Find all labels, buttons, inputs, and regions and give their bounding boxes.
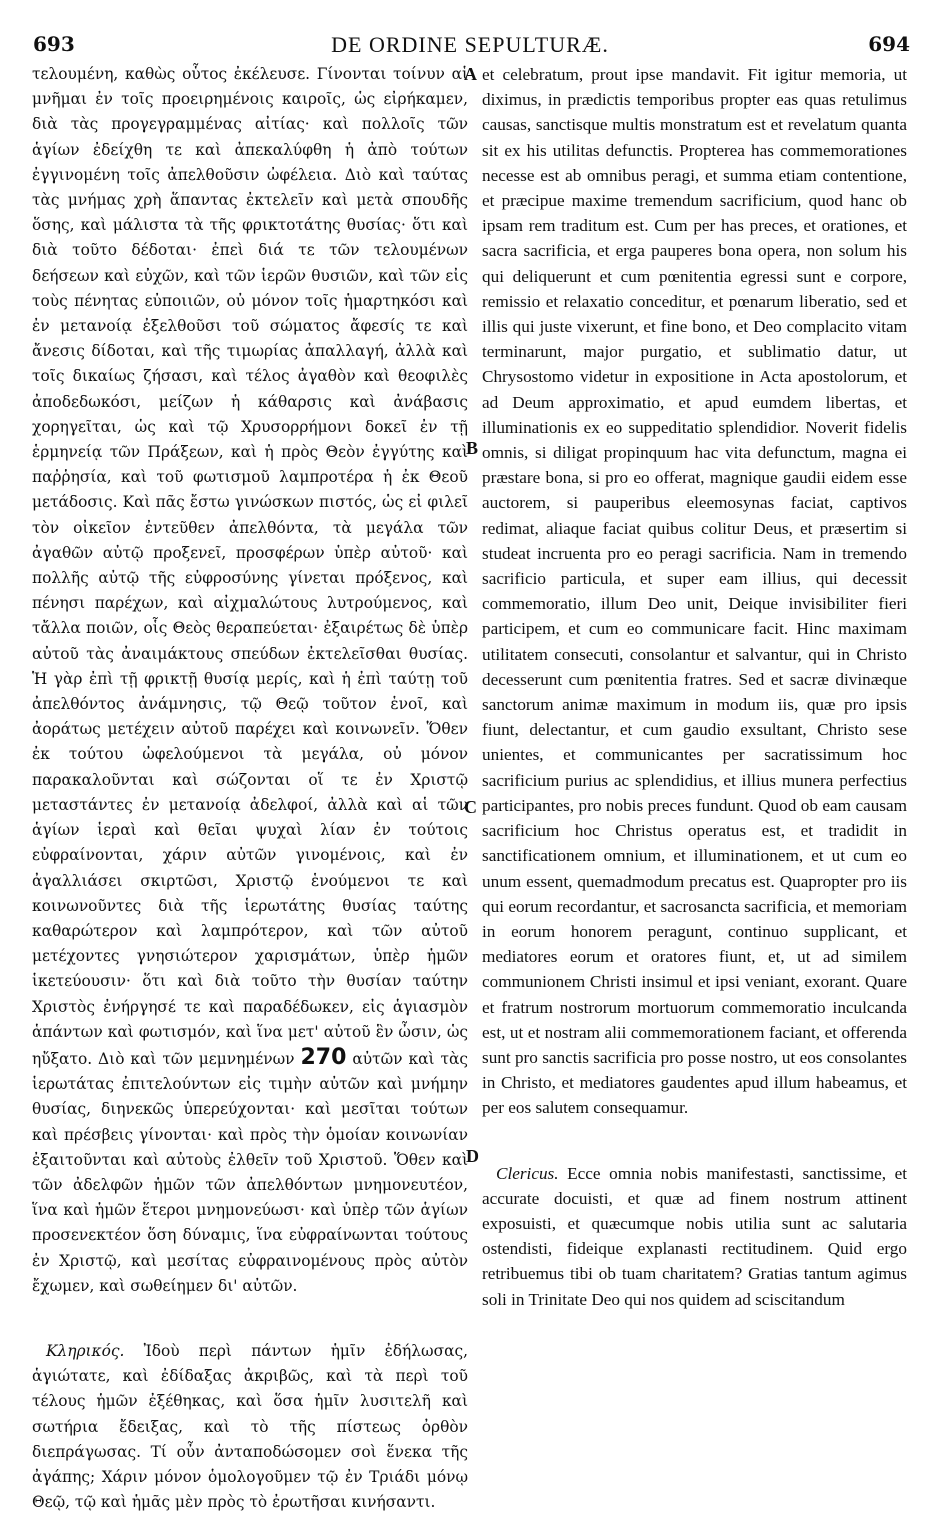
page-number-right: 694 <box>868 32 910 56</box>
latin-paragraph-2 <box>482 1161 907 1312</box>
margin-letter-b: B <box>466 438 479 458</box>
greek-text-b: αὐτῶν καὶ τὰς ἱερωτάτας ἐπιτελούντων εἰς τιμὴν αὐτῶν καὶ μνήμην θυσίας, διηνεκῶς ὑπερεύχονται· καὶ μεσῖται τούτων καὶ πρέσβεις γίνονται· καὶ πρὸς τὴν ὁμοίαν κοινωνίαν ἐξαιτοῦνται καὶ αὐτοὺς ἐλθεῖν τοῦ Χριστοῦ. Ὅθεν καὶ τῶν ἀδελφῶν ἡμῶν τῶν ἀπελθόντων μνημονευτέον, ἵνα καὶ ἡμῶν ἕτεροι μνημονεύωσι· καὶ ὑπὲρ τῶν ἁγίων προσενεκτέον ὅση δύναμις, ἵνα εὐφραίνωνται τούτους ἐν Χριστῷ, καὶ μεσίτας εὐφραινομένους πρὸς αὐτὸν ἔχωμεν, καὶ σωθείημεν δι' αὐτῶν. <box>32 1049 468 1295</box>
greek-column <box>32 62 468 1515</box>
greek-paragraph-1 <box>32 62 468 1299</box>
greek-text-a: τελουμένη, καθὼς οὗτος ἐκέλευσε. Γίνονται τοίνυν αἱ μνῆμαι ἐν τοῖς προειρημένοις καιροῖς, ὡς εἰρήκαμεν, διὰ τὰς προγεγραμμένας αἰτίας· καὶ πολλοῖς τῶν ἁγίων ἐδείχθη τε καὶ ἀπεκαλύφθη ἡ ἀπὸ τούτων ἐγγινομένη τοῖς ἀπελθοῦσιν ὠφέλεια. Διὸ καὶ ταύτας τὰς μνήμας χρὴ ἅπαντας ἐκτελεῖν καὶ μετὰ σπουδῆς ὅσης, καὶ μάλιστα τὰ τῆς φρικτοτάτης θυσίας· ὅτι καὶ διὰ τοῦτο δέδοται· ἐπεὶ διά τε τῶν τελουμένων δεήσεων καὶ εὐχῶν, καὶ τῶν ἱερῶν θυσιῶν, καὶ τῶν εἰς τοὺς πένητας εὐποιιῶν, οὐ μόνον τοῖς ἡμαρτηκόσι καὶ ἐν μετανοίᾳ ἐξελθοῦσι τοῦ σώματος ἄφεσίς τε καὶ ἄνεσις δίδοται, καὶ τῆς τιμωρίας ἀπαλλαγή, ἀλλὰ καὶ τοῖς δικαίως ζήσασι, καὶ τέλος ἀγαθὸν καὶ θεοφιλὲς ἀποδεδωκόσι, μείζων ἡ κάθαρσις καὶ ἀνάβασις χορηγεῖται, ὡς καὶ τῷ Χρυσορρήμονι δοκεῖ ἐν τῇ ἑρμηνείᾳ τῶν Πράξεων, καὶ ἡ πρὸς Θεὸν ἐγγύτης καὶ παῤῥησία, καὶ τοῦ φωτισμοῦ λαμπροτέρα ἡ ἐκ Θεοῦ μετάδοσις. Καὶ πᾶς ἔστω γινώσκων πιστός, ὡς εἰ φιλεῖ τὸν οἰκεῖον ἐντεῦθεν ἀπελθόντα, τὰ μεγάλα τῶν ἀγαθῶν αὐτῷ προξενεῖ, προσφέρων ὑπὲρ αὐτοῦ· καὶ πολλῆς αὐτῷ τῆς εὐφροσύνης γίνεται πρόξενος, καὶ πένησι παρέχων, καὶ αἰχμαλώτους λυτρούμενος, καὶ τἄλλα ποιῶν, οἷς Θεὸς θεραπεύεται· ἐξαιρέτως δὲ ὑπὲρ αὐτοῦ τὰς ἀναιμάκτους σπεύδων ἐκτελεῖσθαι θυσίας. Ἡ γὰρ ἐπὶ τῇ φρικτῇ θυσίᾳ μερίς, καὶ ἡ ἐπὶ ταύτῃ τοῦ ἀπελθόντος ἀνάμνησις, τῷ Θεῷ τοῦτον ἑνοῖ, καὶ ἀοράτως μετέχειν αὐτοῦ παρέχει καὶ κοινωνεῖν. Ὅθεν ἐκ τούτου ὠφελούμενοι τὰ μεγάλα, οὐ μόνον παρακαλοῦνται καὶ σώζονται οἵ τε ἐν Χριστῷ μεταστάντες ἐν μετανοίᾳ ἀδελφοί, ἀλλὰ καὶ αἱ τῶν ἁγίων ἱεραὶ καὶ θεῖαι ψυχαὶ λίαν ἐν τούτοις εὐφραίνονται, χάριν αὐτῶν γινομένοις, καὶ ἐν ἀγαλλιάσει σκιρτῶσι, Χριστῷ ἑνούμενοι τε καὶ κοινωνοῦντες διὰ τῆς ἱερωτάτης θυσίας ταύτης καθαρώτερον καὶ λαμπρότερον, καὶ τῶν αὐτοῦ μετέχοντες γνησιώτερον χαρισμάτων, ὑπὲρ ἡμῶν ἱκετεύουσιν· ὅτι καὶ διὰ τοῦτο τὴν θυσίαν ταύτην Χριστὸς ἐνήργησέ τε καὶ παραδέδωκεν, εἰς ἁγιασμὸν ἁπάντων καὶ φωτισμόν, καὶ ἵνα μετ' αὐτοῦ ἓν ὦσιν, ὡς ηὔξατο. Διὸ καὶ τῶν μεμνημένων <box>32 65 468 1068</box>
margin-letter-a: A <box>464 64 477 84</box>
margin-letter-c: C <box>464 797 477 817</box>
greek-paragraph-2 <box>32 1339 468 1515</box>
page-number-left: 693 <box>33 32 75 56</box>
latin-paragraph-1: et celebratum, prout ipse mandavit. Fit igitur memoria, ut diximus, in prædictis temporibus propter eas quas retulimus causas, sanctisque multis monstratum est et revelatum quanta sit ex his utilitas defunctis. Propterea has commemorationes necesse est ab omnibus peragi, et summa etiam contentione, et præcipue maxime tremendum sacrificium, quod hanc ob ipsam rem traditum est. Cum per has preces, et orationes, et sacra sacrificia, et erga pauperes bona opera, non solum his qui deliquerunt et cum pœnitentia egressi sunt e corpore, remissio et relaxatio conceditur, et pœnarum liberatio, sed et illis qui juste vixerunt, et fine bono, et Deo complacito vitam terminarunt, major purgatio, et sublimatio datur, ut Chrysostomo videtur in expositione in Acta apostolorum, et ad Deum approximatio, et apud eumdem libertas, et illuminationis ex eo suppeditatio splendidior. Noverit fidelis omnis, si diligat propinquum hac vita defunctum, magna ei præstare bona, si pro eo offerat, magnique gaudii eidem esse auctorem, si pauperibus eleemosynas faciat, captivos redimat, aliaque faciat quibus colitur Deus, et præsertim si studeat incruenta pro eo peragi sacrificia. Nam in tremendo sacrificio particula, et super eam illius, qui decessit commemoratio, illum Deo unit, Deique invisibiliter fieri participem, et cum eo communicare facit. Hinc maximam utilitatem consecuti, consolantur et salvantur, qui in Christo decesserunt cum pœnitentia fratres. Sed et sacræ divinæque sanctorum animæ maximum in modum iis, quæ pro ipsis fiunt, delectantur, et cum gaudio exsultant, Christo sese unientes, et communicantes per sacratissimum hoc sacrificium purius ac splendidius, et illius munera perfectius participantes, pro nobis preces fundunt. Quod ob eam causam sacrificium hoc Christus operatus est, et tradidit in sanctificationem omnium, et illuminationem, et ut cum eo unum essent, quemadmodum precatus est. Quapropter pro iis qui eorum recordantur, et sacrosancta sacrificia, et memoriam in eorum honorem peragunt, continuo supplicant, et mediatores eorum et oratores fiunt, et, ut ad similem communionem Christi insimul et ipsi veniant, exorant. Quare et fratrum nostrorum mortuorum commemoratio inculcanda est, ut et nostram alii commemorationem faciant, et offerenda sunt pro sanctis sacrificia pro posse nostro, ut eos consolantes in Christo, et mediatores gaudentes apud illum habeamus, et per eos salutem consequamur. <box>482 65 907 1118</box>
latin-text-c: Ecce omnia nobis manifestasti, sanctissime, et accurate docuisti, et quæ ad finem nostrum attinent exposuisti, et quæcumque nobis utilia sunt ac salutaria ostendisti, fideique explanasti rectitudinem. Quid ergo retribuemus tibi ob tuam charitatem? Gratias tantum agimus soli in Trinitate Deo qui nos quidem ad sciscitandum <box>482 1163 907 1309</box>
running-header <box>0 32 940 62</box>
latin-speaker: Clericus. <box>496 1163 559 1183</box>
margin-letter-d: D <box>466 1146 479 1166</box>
latin-column <box>482 62 907 1312</box>
column-marker-number: 270 <box>300 1044 347 1070</box>
running-title: DE ORDINE SEPULTURÆ. <box>331 32 609 57</box>
greek-text-c: Ἰδοὺ περὶ πάντων ἡμῖν ἐδήλωσας, ἁγιώτατε, καὶ ἐδίδαξας ἀκριβῶς, καὶ τὰ περὶ τοῦ τέλους ἡμῶν ἐξέθηκας, καὶ ὅσα ἡμῖν λυσιτελῆ καὶ σωτήρια ἔδειξας, καὶ τὸ τῆς πίστεως ὀρθὸν διεπράγωσας. Τί οὖν ἀνταποδώσομεν σοὶ ἕνεκα τῆς ἀγάπης; Χάριν μόνον ὁμολογοῦμεν τῷ ἐν Τριάδι μόνῳ Θεῷ, τῷ καὶ ἡμᾶς μὲν πρὸς τὸ ἐρωτῆσαι κινήσαντι. <box>32 1341 468 1512</box>
greek-speaker: Κληρικός. <box>46 1341 125 1360</box>
